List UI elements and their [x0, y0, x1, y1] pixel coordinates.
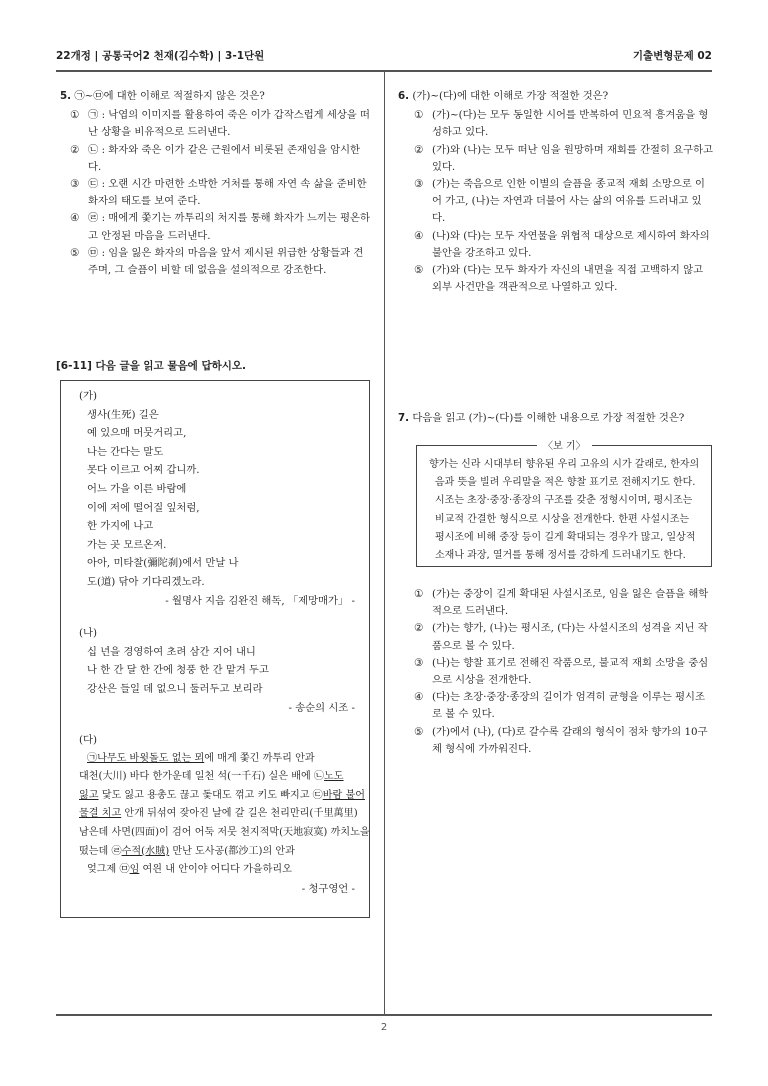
poem-line: 예 있으매 머뭇거리고,: [87, 427, 187, 440]
question-6: [398, 88, 714, 296]
header-exam-title: 기출변형문제 02: [632, 50, 712, 62]
poem-da-line: 대천(大川) 바다 한가운데 일천 석(一千石) 실은 배에 ㉡노도: [79, 771, 344, 783]
option-text: (가)와 (나)는 모두 떠난 임을 원망하며 재회를 간절히 요구하고 있다.: [432, 143, 713, 173]
q7-option-2[interactable]: [414, 620, 714, 654]
question-5: [60, 88, 372, 279]
option-text: ㉢ : 오랜 시간 마련한 소박한 거처를 통해 자연 속 삶을 준비한 화자의 태도를 보여 준다.: [88, 178, 367, 208]
poem-line: 이에 저에 떨어질 잎처럼,: [87, 501, 200, 514]
option-number: ②: [70, 143, 80, 156]
poem-ga: [79, 406, 357, 592]
bogi-line: 음과 뜻을 빌려 우리말을 적은 향찰 표기로 전해지기도 한다.: [435, 477, 696, 489]
option-number: ③: [70, 178, 80, 191]
option-number: ④: [70, 212, 80, 225]
option-text: ㉠ : 낙엽의 이미지를 활용하여 죽은 이가 갑작스럽게 세상을 떠난 상황을 비유적으로 드러낸다.: [88, 109, 370, 139]
q6-option-4[interactable]: [414, 228, 714, 262]
poem-ga-label: (가): [79, 390, 97, 402]
poem-da-line: ㉠나무도 바윗돌도 없는 뫼에 매게 쫓긴 까투리 안과: [87, 752, 315, 764]
bogi-line: 소재나 과장, 열거를 통해 정서를 강하게 드러내기도 한다.: [435, 550, 686, 562]
q6-option-5[interactable]: [414, 262, 714, 296]
poem-da-label: (다): [79, 734, 97, 747]
bogi-line: 향가는 신라 시대부터 향유된 우리 고유의 시가 갈래로, 한자의: [429, 459, 700, 470]
q5-option-1[interactable]: [70, 107, 372, 141]
option-text: (가)는 중장이 길게 확대된 사설시조로, 임을 잃은 슬픔을 해학적으로 드러낸다.: [432, 588, 709, 618]
question-6-options: [398, 107, 714, 296]
option-number: ①: [414, 109, 424, 122]
question-7-options: [414, 586, 714, 758]
poem-ga-source: - 월명사 지음 김완진 해독, 「제망매가」 -: [165, 594, 355, 607]
question-7-number: 7.: [398, 412, 410, 424]
option-number: ②: [414, 143, 424, 156]
poem-da-line: 떴는데 ㉣수적(水賊) 만난 도사공(都沙工)의 안과: [79, 845, 295, 857]
poem-line: 생사(生死) 길은: [87, 408, 159, 421]
option-text: (가)는 향가, (나)는 평시조, (다)는 사설시조의 성격을 지닌 작품으로 볼 수 있다.: [432, 622, 708, 652]
poem-na-label: (나): [79, 627, 97, 640]
poem-line: 나 한 간 달 한 간에 청풍 한 간 맡겨 두고: [87, 664, 269, 677]
poem-da-line: 물결 치고 안개 뒤섞여 잦아진 날에 갈 길은 천리만리(千里萬里): [79, 808, 358, 820]
option-number: ③: [414, 178, 424, 191]
option-text: ㉡ : 화자와 죽은 이가 같은 근원에서 비롯된 존재임을 암시한다.: [88, 143, 360, 173]
question-6-number: 6.: [398, 90, 410, 102]
poem-da-line: 남은데 사면(四面)이 검어 어둑 저뭇 천지적막(天地寂寞) 까치노을: [79, 827, 370, 839]
footer-rule: [56, 1014, 712, 1016]
option-text: ㉣ : 매에게 쫓기는 까투리의 처지를 통해 화자가 느끼는 평온하고 안정된 마음을 드러낸다.: [88, 212, 370, 242]
poem-line: 십 년을 경영하여 초려 삼간 지어 내니: [87, 645, 256, 658]
page-header: [56, 48, 712, 64]
option-number: ③: [414, 656, 424, 669]
q5-option-5[interactable]: [70, 245, 372, 279]
question-5-title: [60, 88, 372, 105]
option-number: ⑤: [70, 246, 80, 259]
poem-line: 어느 가을 이른 바람에: [87, 482, 187, 495]
poem-da: [79, 750, 370, 880]
poem-line: 강산은 들일 데 없으니 둘러두고 보리라: [87, 682, 263, 695]
poem-da-source: - 청구영언 -: [301, 882, 355, 895]
passage-box: [60, 380, 370, 918]
option-text: (가)는 죽음으로 인한 이별의 슬픔을 종교적 재회 소망으로 이어 가고, (나)는 자연과 더불어 사는 삶의 여유를 드러내고 있다.: [432, 178, 705, 225]
option-text: (가)와 (다)는 모두 화자가 자신의 내면을 직접 고백하지 않고 외부 사건만을 객관적으로 나열하고 있다.: [432, 264, 704, 294]
question-7-title: [398, 410, 714, 427]
question-5-number: 5.: [60, 90, 72, 102]
q7-option-3[interactable]: [414, 655, 714, 689]
poem-da-line: 잃고 닻도 잃고 용총도 끊고 돛대도 꺾고 키도 빠지고 ㉢바람 불어: [79, 789, 365, 801]
poem-line: 한 가지에 나고: [87, 520, 154, 533]
column-divider: [384, 72, 385, 1014]
q5-option-2[interactable]: [70, 142, 372, 176]
passage-instruction: [6-11] 다음 글을 읽고 물음에 답하시오.: [56, 360, 246, 372]
option-text: (다)는 초장·중장·종장의 길이가 엄격히 균형을 이루는 평시조로 볼 수 있다.: [432, 691, 705, 721]
option-number: ①: [70, 109, 80, 122]
option-number: ④: [414, 229, 424, 242]
bogi-box: [416, 445, 712, 567]
q6-option-1[interactable]: [414, 107, 714, 141]
poem-na: [79, 643, 357, 699]
question-6-text: (가)~(다)에 대한 이해로 가장 적절한 것은?: [412, 90, 609, 102]
poem-line: 아아, 미타찰(彌陀刹)에서 만날 나: [87, 557, 239, 570]
option-number: ②: [414, 622, 424, 635]
q7-option-5[interactable]: [414, 724, 714, 758]
option-number: ⑤: [414, 725, 424, 738]
option-text: (나)와 (다)는 모두 자연물을 위협적 대상으로 제시하여 화자의 불안을 강조하고 있다.: [432, 229, 710, 259]
q5-option-3[interactable]: [70, 176, 372, 210]
option-text: (가)~(다)는 모두 동일한 시어를 반복하여 민요적 흥겨움을 형성하고 있다.: [432, 109, 709, 139]
poem-line: 나는 간다는 말도: [87, 445, 164, 458]
question-5-options: [60, 107, 372, 279]
question-6-title: [398, 88, 714, 105]
poem-na-source: - 송순의 시조 -: [288, 701, 355, 714]
bogi-label: 〈보 기〉: [537, 437, 592, 452]
page-number: 2: [380, 1022, 388, 1033]
header-course-info: 22개정 | 공통국어2 천재(김수학) | 3-1단원: [56, 50, 265, 62]
q6-option-2[interactable]: [414, 142, 714, 176]
poem-line: 가는 곳 모르온저.: [87, 538, 167, 551]
bogi-line: 시조는 초장·중장·종장의 구조를 갖춘 정형시이며, 평시조는: [435, 495, 693, 507]
q7-option-4[interactable]: [414, 689, 714, 723]
q6-option-3[interactable]: [414, 176, 714, 228]
bogi-line: 평시조에 비해 중장 등이 길게 확대되는 경우가 많고, 일상적: [435, 531, 696, 543]
option-number: ①: [414, 588, 424, 600]
question-5-text: ㉠~㉤에 대한 이해로 적절하지 않은 것은?: [74, 90, 265, 102]
option-text: (가)에서 (나), (다)로 갈수록 갈래의 형식이 점차 향가의 10구체 형식에 가까워진다.: [432, 725, 708, 755]
option-text: (나)는 향찰 표기로 전해진 작품으로, 불교적 재회 소망을 중심으로 시상을 전개한다.: [432, 656, 709, 687]
poem-line: 도(道) 닦아 기다리겠노라.: [87, 575, 205, 588]
poem-line: 못다 이르고 어찌 갑니까.: [87, 464, 200, 477]
option-text: ㉤ : 임을 잃은 화자의 마음을 앞서 제시된 위급한 상황들과 견주며, 그 슬픔이 비할 데 없음을 설의적으로 강조한다.: [88, 246, 364, 277]
bogi-line: 비교적 간결한 형식으로 시상을 전개한다. 한편 사설시조는: [435, 513, 690, 525]
q5-option-4[interactable]: [70, 210, 372, 244]
q7-option-1[interactable]: [414, 586, 714, 620]
poem-da-line: 엊그제 ㉤임 여읜 내 안이야 어디다 가을하리오: [87, 864, 292, 876]
option-number: ⑤: [414, 264, 424, 277]
option-number: ④: [414, 691, 424, 704]
question-7-text: 다음을 읽고 (가)~(다)를 이해한 내용으로 가장 적절한 것은?: [412, 412, 685, 424]
bogi-text: [429, 456, 701, 565]
